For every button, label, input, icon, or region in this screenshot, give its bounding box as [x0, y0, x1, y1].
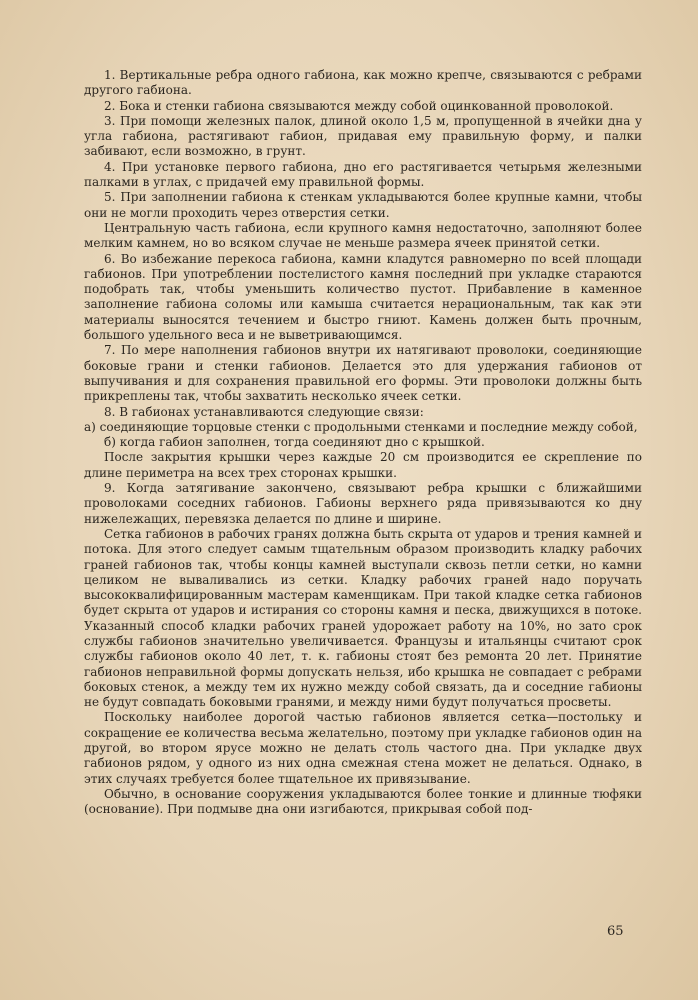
paragraph-8-item-b: б) когда габион заполнен, тогда соединяют дно с крышкой.	[104, 435, 485, 450]
page-number: 65	[607, 924, 624, 939]
paragraph-3: 3. При помощи железных палок, длиной около 1,5 м, пропущенной в ячейки дна у угла габиона, растягивают габион, придавая ему правильную форму, и палки забивают, если возможно, в грунт.	[84, 113, 642, 159]
paragraph-mesh-cost: Поскольку наиболее дорогой частью габионов является сетка—постольку и сокращение ее количества весьма желательно, поэтому при укладке габионов один на другой, во втором ярусе можно не делать столь частого дна. При укладке двух габионов рядом, у одного из них одна смежная стена может не делаться. Однако, в этих случаях требуется более тщательное их привязывание.	[84, 710, 642, 786]
paragraph-4: 4. При установке первого габиона, дно его растягивается четырьмя железными палками в углах, с придачей ему правильной формы.	[84, 159, 642, 190]
paragraph-6: 6. Во избежание перекоса габиона, камни кладутся равномерно по всей площади габионов. При употреблении постелистого камня последний при укладке стараются подобрать так, чтобы уменьшить количество пустот. Прибавление в каменное заполнение габиона соломы или камыша считается нерациональным, так как эти материалы выносятся течением и быстро гниют. Камень должен быть прочным, большого удельного веса и не выветривающимся.	[84, 251, 642, 343]
paragraph-7: 7. По мере наполнения габионов внутри их натягивают проволоки, соединяющие боковые грани и стенки габионов. Делается это для удержания габионов от выпучивания и для сохранения правильной его формы. Эти проволоки должны быть прикреплены так, чтобы захватить несколько ячеек сетки.	[84, 343, 642, 404]
paragraph-1: 1. Вертикальные ребра одного габиона, как можно крепче, связываются с ребрами другого габиона.	[84, 68, 642, 98]
paragraph-foundation: Обычно, в основание сооружения укладываются более тонкие и длинные тюфяки (основание). При подмыве дна они изгибаются, прикрывая собой под-	[84, 786, 642, 817]
paragraph-5: 5. При заполнении габиона к стенкам укладываются более крупные камни, чтобы они не могли проходить через отверстия сетки.	[84, 190, 642, 220]
paragraph-8-continuation: После закрытия крышки через каждые 20 см производится ее скрепление по длине периметра на всех трех сторонах крышки.	[84, 450, 642, 480]
paragraph-8-item-a: а) соединяющие торцовые стенки с продольными стенками и последние между собой,	[84, 419, 638, 434]
paragraph-2: 2. Бока и стенки габиона связываются между собой оцинкованной проволокой.	[104, 98, 614, 113]
paragraph-9: 9. Когда затягивание закончено, связывают ребра крышки с ближайшими проволоками соседних габионов. Габионы верхнего ряда привязываются ко дну нижележащих, перевязка делается по длине и ширине.	[84, 481, 642, 526]
paragraph-5-continuation: Центральную часть габиона, если крупного камня недостаточно, заполняют более мелким камнем, но во всяком случае не меньше размера ячеек принятой сетки.	[84, 220, 642, 251]
page-text-block	[84, 68, 642, 818]
paragraph-8: 8. В габионах устанавливаются следующие связи:	[104, 404, 424, 419]
paragraph-mesh-protection: Сетка габионов в рабочих гранях должна быть скрыта от ударов и трения камней и потока. Для этого следует самым тщательным образом производить кладку рабочих граней габионов так, чтобы концы камней выступали сквозь петли сетки, но камни целиком не вываливались из сетки. Кладку рабочих граней надо поручать высококвалифицированным мастерам каменщикам. При такой кладке сетка габионов будет скрыта от ударов и истирания со стороны камня и песка, движущихся в потоке. Указанный способ кладки рабочих граней удорожает работу на 10%, но зато срок службы габионов значительно увеличивается. Французы и итальянцы считают срок службы габионов около 40 лет, т. к. габионы стоят без ремонта 20 лет. Принятие габионов неправильной формы допускать нельзя, ибо крышка не совпадает с ребрами боковых стенок, а между тем их нужно между собой связать, да и соседние габионы не будут совпадать боковыми гранями, и между ними будут получаться просветы.	[84, 526, 642, 710]
